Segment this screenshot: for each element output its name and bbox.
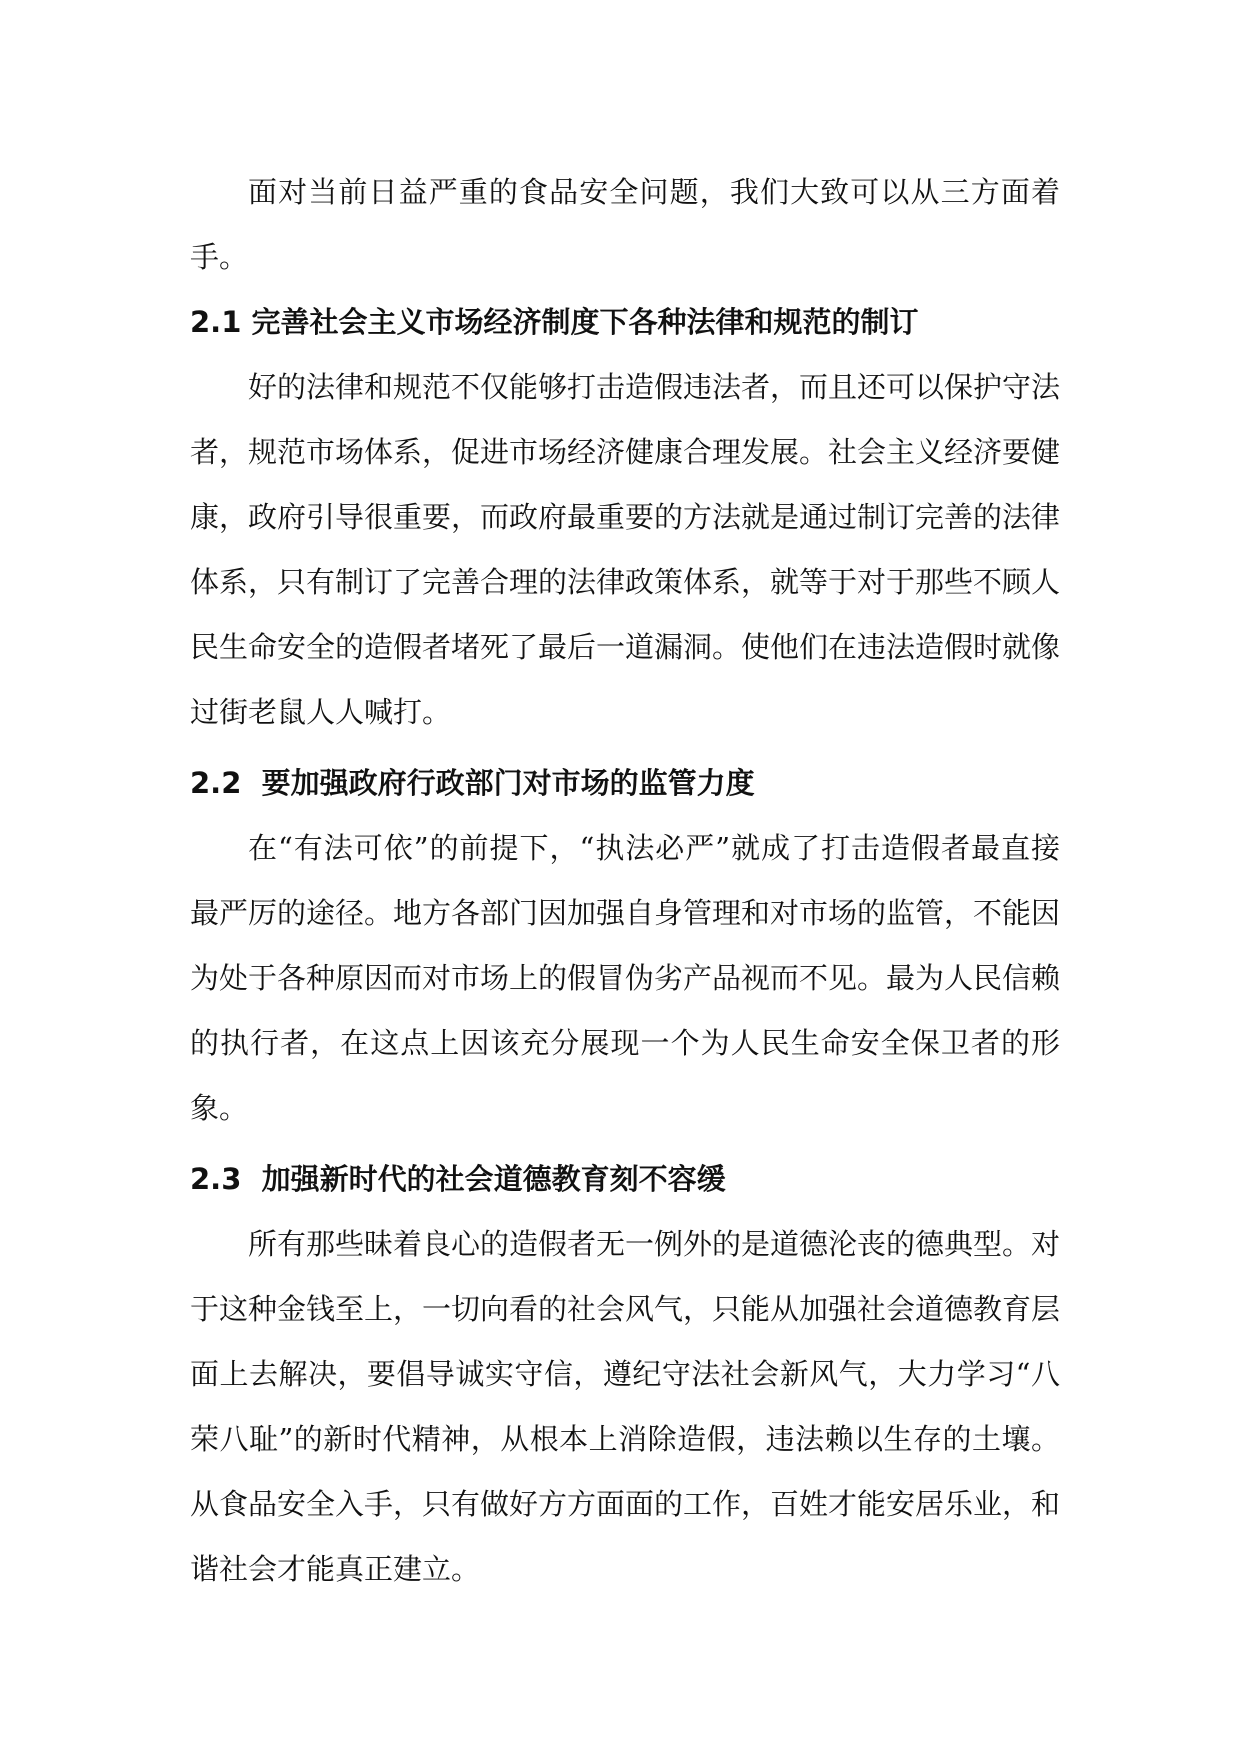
section-body-2-3: 所有那些昧着良心的造假者无一例外的是道德沦丧的德典型。对于这种金钱至上，一切向看的社会风气，只能从加强社会道德教育层面上去解决，要倡导诚实守信，遵纪守法社会新风气，大力学习“八荣八耻”的新时代精神，从根本上消除造假，违法赖以生存的土壤。从食品安全入手，只有做好方方面面的工作，百姓才能安居乐业，和谐社会才能真正建立。 bbox=[190, 1227, 1061, 1586]
document-body bbox=[190, 160, 1060, 1602]
section-heading-2-3: 2.3 加强新时代的社会道德教育刻不容缓 bbox=[190, 1162, 726, 1196]
section-heading-2-2: 2.2 要加强政府行政部门对市场的监管力度 bbox=[190, 766, 755, 800]
section-heading-2-1: 2.1 完善社会主义市场经济制度下各种法律和规范的制订 bbox=[190, 305, 919, 339]
intro-paragraph: 面对当前日益严重的食品安全问题，我们大致可以从三方面着手。 bbox=[190, 175, 1060, 274]
section-body-2-2: 在“有法可依”的前提下，“执法必严”就成了打击造假者最直接最严厉的途径。地方各部门因加强自身管理和对市场的监管，不能因为处于各种原因而对市场上的假冒伪劣产品视而不见。最为人民信赖的执行者，在这点上因该充分展现一个为人民生命安全保卫者的形象。 bbox=[190, 831, 1061, 1125]
section-body-2-1: 好的法律和规范不仅能够打击造假违法者，而且还可以保护守法者，规范市场体系，促进市场经济健康合理发展。社会主义经济要健康，政府引导很重要，而政府最重要的方法就是通过制订完善的法律体系，只有制订了完善合理的法律政策体系，就等于对于那些不顾人民生命安全的造假者堵死了最后一道漏洞。使他们在违法造假时就像过街老鼠人人喊打。 bbox=[190, 370, 1061, 729]
